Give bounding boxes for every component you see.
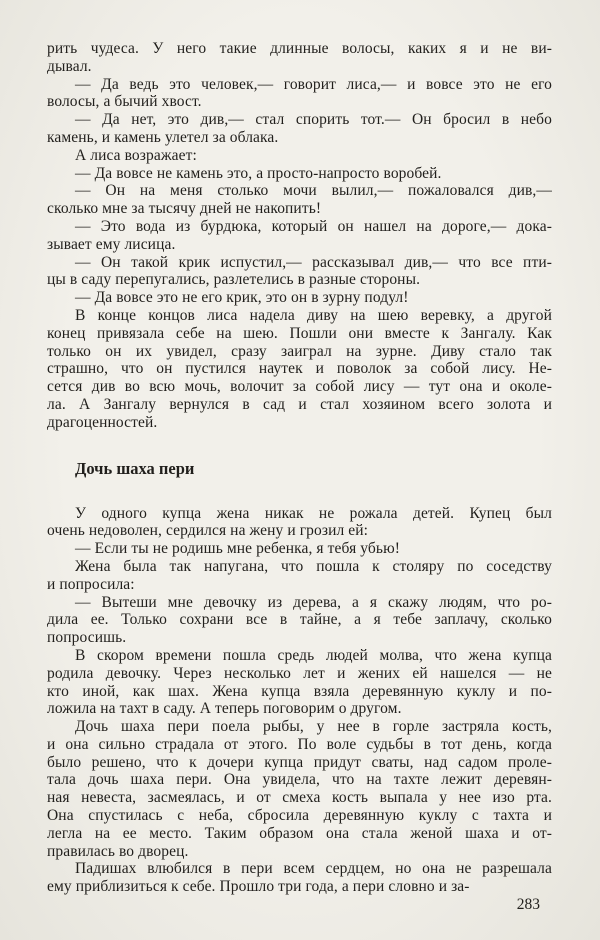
text-line: — Да нет, это див,— стал спорить тот.— Он бросил в небо: [75, 111, 552, 129]
text-line: В скором времени пошла средь людей молва, что жена купца: [75, 646, 552, 664]
text-line: дила ее. Только сохрани все в тайне, а я тебе заплачу, сколько: [47, 611, 552, 629]
paragraph: [47, 647, 552, 718]
paragraph: [47, 540, 552, 558]
text-line: очень недоволен, сердился на жену и грозил ей:: [47, 522, 369, 540]
paragraph: [47, 165, 552, 183]
section-heading: Дочь шаха пери: [75, 458, 195, 478]
text-line: ная невеста, засмеялась, и от смеха кость выпала у нее изо рта.: [47, 789, 552, 807]
text-line: — Да ведь это человек,— говорит лиса,— и вовсе это не его: [75, 75, 552, 93]
text-line: ложила на тахт в саду. А теперь поговорим о другом.: [47, 700, 402, 718]
text-line: В конце концов лиса надела диву на шею веревку, а другой: [75, 306, 552, 324]
text-line: дывал.: [47, 57, 92, 75]
text-line: только он их увидел, сразу заиграл на зурне. Диву стало так: [47, 342, 552, 360]
text-line: — Вытеши мне девочку из дерева, а я скажу людям, что ро-: [75, 593, 552, 611]
text-line: — Он на меня столько мочи вылил,— пожаловался див,—: [75, 182, 552, 200]
paragraph: [47, 307, 552, 432]
text-line: сколько мне за тысячу дней не накопить!: [47, 200, 322, 218]
text-line: сется див во всю мочь, волочит за собой лису — тут она и околе-: [47, 378, 552, 396]
text-line: — Да вовсе не камень это, а просто-напросто воробей.: [75, 164, 442, 182]
paragraph: [47, 289, 552, 307]
text-line: было решено, что к дочери купца придут сваты, над садом проле-: [47, 753, 552, 771]
text-line: и она сильно страдала от этого. По воле судьбы в тот день, когда: [47, 735, 552, 753]
text-line: — Да вовсе это не его крик, это он в зурну подул!: [75, 289, 409, 307]
paragraph: [47, 594, 552, 647]
text-line: А лиса возражает:: [75, 146, 197, 164]
text-line: ла. А Зангалу вернулся в сад и стал хозяином всего золота и: [47, 395, 552, 413]
text-line: драгоценностей.: [47, 413, 158, 431]
text-line: Она спустилась с неба, сбросила деревянную куклу с тахта и: [47, 807, 552, 825]
text-line: зывает ему лисица.: [47, 235, 176, 253]
text-line: и попросила:: [47, 575, 135, 593]
text-line: волосы, а бычий хвост.: [47, 93, 202, 111]
text-line: родила девочку. Через несколько лет и жених ей нашелся — не: [47, 664, 552, 682]
text-line: кто иной, как шах. Жена купца взяла деревянную куклу и по-: [47, 682, 552, 700]
text-line: ему приблизиться к себе. Прошло три года, а пери словно и за-: [47, 878, 470, 896]
paragraph: [47, 182, 552, 218]
page-number: 283: [516, 896, 540, 913]
text-line: страшно, что он пустился наутек и поволок за собой лису. Не-: [47, 360, 552, 378]
paragraph: [47, 218, 552, 254]
text-line: — Если ты не родишь мне ребенка, я тебя убью!: [75, 540, 401, 558]
paragraph: [47, 254, 552, 290]
text-line: — Это вода из бурдюка, который он нашел на дороге,— дока-: [75, 217, 552, 235]
text-line: цы в саду перепугались, разлетелись в разные стороны.: [47, 271, 421, 289]
paragraph: [47, 40, 552, 76]
text-section: [47, 505, 552, 897]
text-line: Дочь шаха пери поела рыбы, у нее в горле застряла кость,: [75, 718, 552, 736]
text-line: конец привязала себе на шею. Пошли они вместе к Зангалу. Как: [47, 324, 552, 342]
text-line: тала дочь шаха пери. Она увидела, что на тахте лежит деревян-: [47, 771, 552, 789]
text-line: легла на ее место. Таким образом она стала женой шаха и от-: [47, 824, 552, 842]
text-section: [47, 40, 552, 432]
paragraph: [47, 76, 552, 112]
text-line: У одного купца жена никак не рожала детей. Купец был: [75, 504, 552, 522]
text-line: правилась во дворец.: [47, 842, 189, 860]
paragraph: [47, 860, 552, 896]
paragraph: [47, 718, 552, 860]
text-block: [47, 40, 552, 896]
paragraph: [47, 147, 552, 165]
paragraph: [47, 505, 552, 541]
text-line: Падишах влюбился в пери всем сердцем, но она не разрешала: [75, 860, 552, 878]
text-line: Жена была так напугана, что пошла к столяру по соседству: [75, 557, 552, 575]
paragraph: [47, 558, 552, 594]
text-line: — Он такой крик испустил,— рассказывал див,— что все пти-: [75, 253, 552, 271]
paragraph: [47, 111, 552, 147]
text-line: рить чудеса. У него такие длинные волосы, каких я и не ви-: [47, 40, 552, 57]
text-line: камень, и камень улетел за облака.: [47, 128, 279, 146]
text-line: попросишь.: [47, 629, 127, 647]
